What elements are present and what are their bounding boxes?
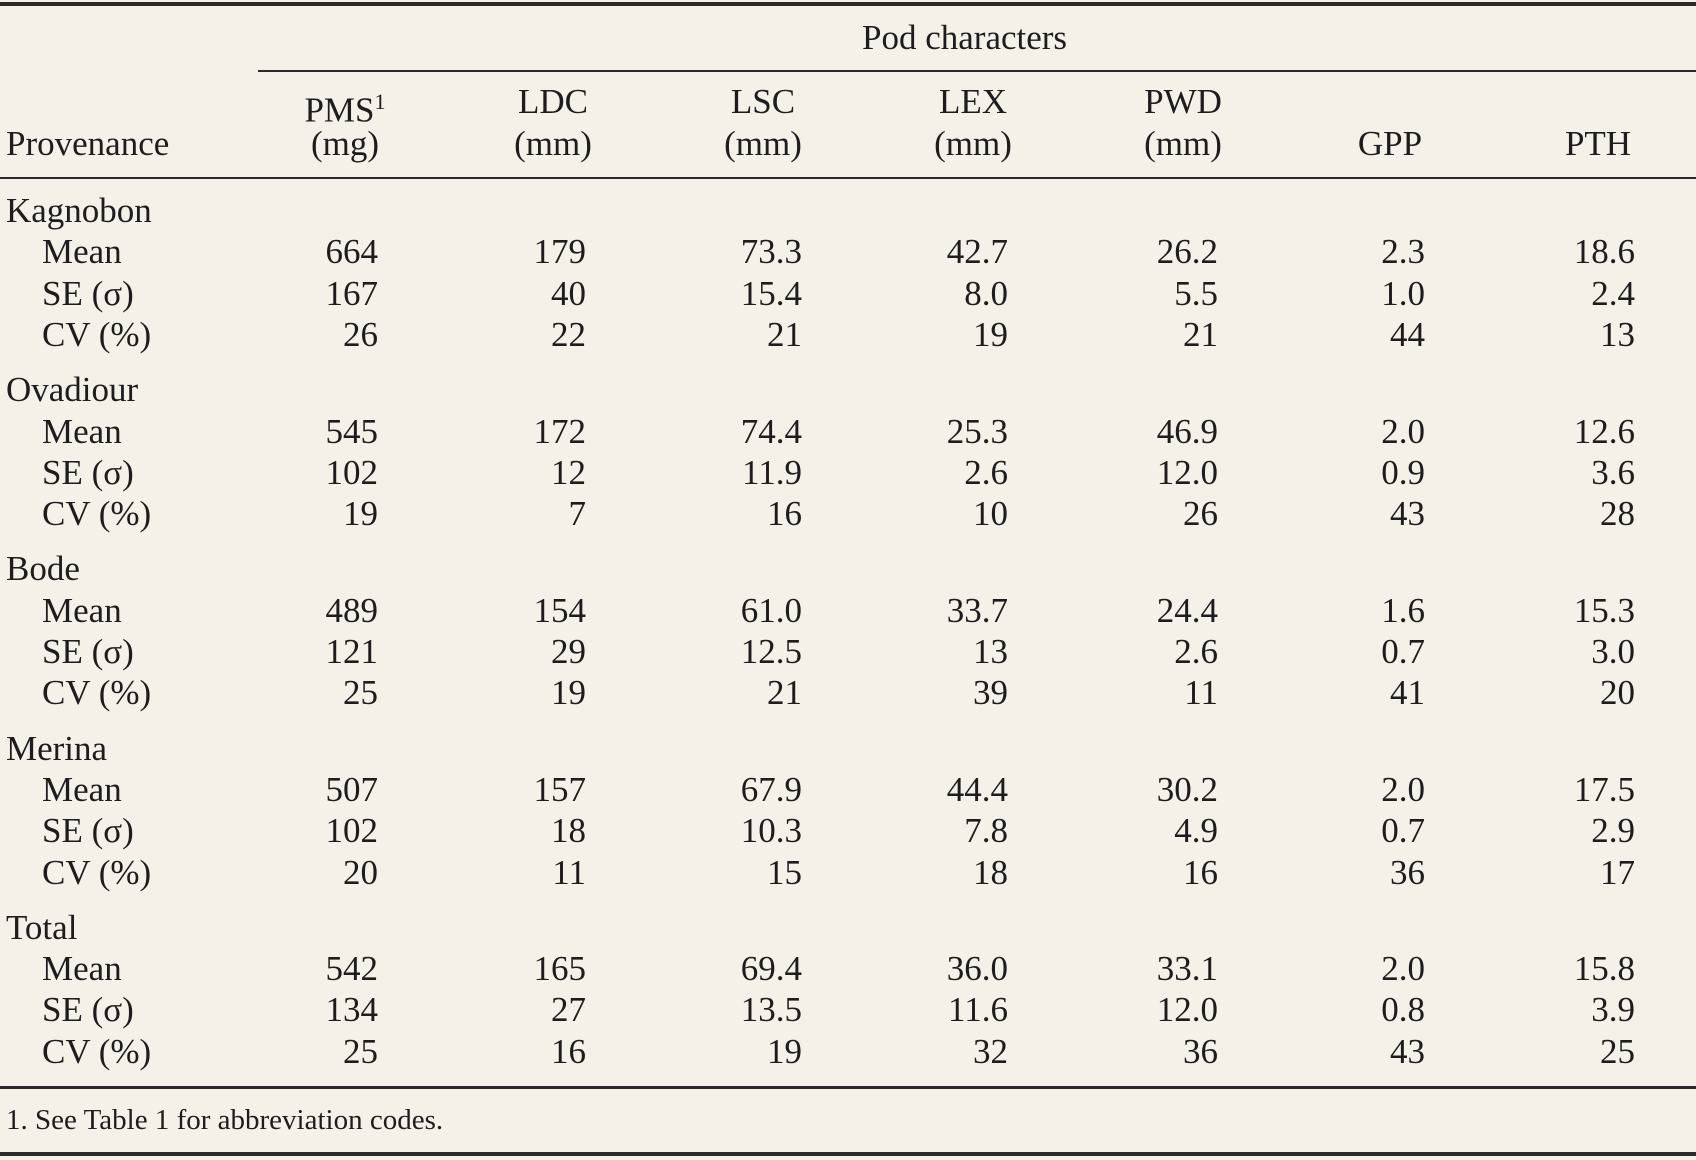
table-cell: 13.5 bbox=[740, 990, 802, 1030]
table-cell: 18 bbox=[973, 852, 1008, 892]
column-unit-lsc: (mm) bbox=[724, 124, 802, 163]
group-label-bode: Bode bbox=[6, 549, 80, 589]
group-label-total: Total bbox=[6, 907, 78, 947]
spanner-rule bbox=[258, 70, 1696, 72]
table-cell: 18.6 bbox=[1573, 232, 1635, 272]
table-cell: 17 bbox=[1600, 852, 1635, 892]
table-cell: 2.4 bbox=[1591, 273, 1635, 313]
table-cell: 102 bbox=[325, 811, 378, 851]
table-cell: 44.4 bbox=[946, 769, 1008, 809]
table-cell: 15.3 bbox=[1573, 590, 1635, 630]
row-label: CV (%) bbox=[42, 673, 152, 713]
row-label: SE (σ) bbox=[42, 452, 134, 492]
table-cell: 18 bbox=[551, 811, 586, 851]
row-label: CV (%) bbox=[42, 1031, 152, 1071]
spanner-heading: Pod characters bbox=[862, 18, 1068, 57]
table-cell: 16 bbox=[551, 1031, 586, 1071]
row-label: CV (%) bbox=[42, 852, 152, 892]
table-cell: 489 bbox=[325, 590, 378, 630]
group-label-merina: Merina bbox=[6, 728, 108, 768]
table-cell: 134 bbox=[325, 990, 378, 1030]
table-cell: 67.9 bbox=[740, 769, 802, 809]
table-cell: 0.8 bbox=[1381, 990, 1425, 1030]
table-cell: 121 bbox=[325, 632, 378, 671]
table-cell: 2.0 bbox=[1381, 949, 1425, 989]
row-label: Mean bbox=[42, 411, 122, 451]
column-header-pth: PTH bbox=[1564, 124, 1632, 163]
table-cell: 19 bbox=[973, 314, 1008, 354]
table-cell: 16 bbox=[1183, 852, 1218, 892]
table-cell: 4.9 bbox=[1174, 811, 1218, 851]
table-cell: 21 bbox=[767, 314, 802, 354]
table-cell: 42.7 bbox=[946, 232, 1008, 272]
table-cell: 28 bbox=[1600, 494, 1635, 534]
table-cell: 12 bbox=[551, 452, 586, 492]
table-cell: 15 bbox=[767, 852, 802, 892]
row-label: SE (σ) bbox=[42, 273, 134, 313]
table-cell: 36.0 bbox=[946, 949, 1008, 989]
table-cell: 25 bbox=[343, 1031, 378, 1071]
row-label: Mean bbox=[42, 769, 122, 809]
table-cell: 3.0 bbox=[1591, 632, 1635, 671]
table-cell: 11 bbox=[1184, 673, 1218, 713]
table-cell: 2.6 bbox=[1174, 632, 1218, 671]
table-cell: 40 bbox=[551, 273, 586, 313]
table-cell: 26 bbox=[343, 314, 378, 354]
column-unit-pwd: (mm) bbox=[1144, 124, 1222, 163]
table-cell: 33.1 bbox=[1156, 949, 1218, 989]
table-cell: 7 bbox=[568, 494, 586, 534]
table-cell: 17.5 bbox=[1573, 769, 1635, 809]
group-label-ovadiour: Ovadiour bbox=[6, 370, 139, 410]
table-cell: 542 bbox=[325, 949, 378, 989]
footer-rule bbox=[0, 1086, 1696, 1089]
column-unit-ldc: (mm) bbox=[514, 124, 592, 163]
table-cell: 507 bbox=[325, 769, 378, 809]
footnote: 1. See Table 1 for abbreviation codes. bbox=[6, 1104, 444, 1136]
table-cell: 545 bbox=[325, 411, 378, 451]
table-cell: 10.3 bbox=[740, 811, 802, 851]
table-cell: 11 bbox=[552, 852, 586, 892]
table-cell: 73.3 bbox=[740, 232, 802, 272]
column-header-ldc: LDC bbox=[518, 82, 588, 121]
table-cell: 25 bbox=[1600, 1031, 1635, 1071]
table-cell: 179 bbox=[533, 232, 586, 272]
table-cell: 1.0 bbox=[1381, 273, 1425, 313]
table-cell: 8.0 bbox=[964, 273, 1008, 313]
table-cell: 15.4 bbox=[740, 273, 802, 313]
table-cell: 41 bbox=[1390, 673, 1425, 713]
column-header-lsc: LSC bbox=[730, 82, 796, 121]
table-cell: 29 bbox=[551, 632, 586, 671]
table-cell: 20 bbox=[343, 852, 378, 892]
row-label: CV (%) bbox=[42, 494, 152, 534]
table-cell: 46.9 bbox=[1156, 411, 1218, 451]
table-cell: 39 bbox=[973, 673, 1008, 713]
table-cell: 25 bbox=[343, 673, 378, 713]
table-cell: 12.6 bbox=[1573, 411, 1635, 451]
table-cell: 30.2 bbox=[1156, 769, 1218, 809]
table-cell: 24.4 bbox=[1156, 590, 1218, 630]
table-cell: 36 bbox=[1183, 1031, 1218, 1071]
column-header-gpp: GPP bbox=[1357, 124, 1423, 163]
stub-header: Provenance bbox=[6, 124, 170, 163]
table-cell: 20 bbox=[1600, 673, 1635, 713]
table-cell: 2.0 bbox=[1381, 411, 1425, 451]
table-cell: 26.2 bbox=[1156, 232, 1218, 272]
table-cell: 13 bbox=[1600, 314, 1635, 354]
table-cell: 43 bbox=[1390, 1031, 1425, 1071]
table-cell: 27 bbox=[551, 990, 586, 1030]
table-cell: 0.7 bbox=[1381, 811, 1425, 851]
row-label: Mean bbox=[42, 590, 122, 630]
row-label: CV (%) bbox=[42, 314, 152, 354]
column-header-pwd: PWD bbox=[1144, 82, 1222, 121]
row-label: Mean bbox=[42, 232, 122, 272]
table-cell: 11.6 bbox=[948, 990, 1008, 1030]
table-cell: 12.0 bbox=[1156, 990, 1218, 1030]
table-cell: 7.8 bbox=[964, 811, 1008, 851]
group-label-kagnobon: Kagnobon bbox=[6, 191, 152, 230]
table-cell: 19 bbox=[551, 673, 586, 713]
table-cell: 3.6 bbox=[1591, 452, 1635, 492]
table-cell: 32 bbox=[973, 1031, 1008, 1071]
row-label: Mean bbox=[42, 949, 122, 989]
table-cell: 165 bbox=[533, 949, 586, 989]
column-unit-pms: (mg) bbox=[310, 124, 380, 163]
table-cell: 12.0 bbox=[1156, 452, 1218, 492]
table-cell: 157 bbox=[533, 769, 586, 809]
table-cell: 0.9 bbox=[1381, 452, 1425, 492]
top-rule bbox=[0, 2, 1696, 6]
table-cell: 26 bbox=[1183, 494, 1218, 534]
table-cell: 3.9 bbox=[1591, 990, 1635, 1030]
table-cell: 2.9 bbox=[1591, 811, 1635, 851]
row-label: SE (σ) bbox=[42, 632, 134, 671]
table-cell: 102 bbox=[325, 452, 378, 492]
row-label: SE (σ) bbox=[42, 811, 134, 851]
table-cell: 61.0 bbox=[740, 590, 802, 630]
table-cell: 33.7 bbox=[946, 590, 1008, 630]
table-cell: 16 bbox=[767, 494, 802, 534]
table-cell: 69.4 bbox=[740, 949, 802, 989]
table-cell: 664 bbox=[325, 232, 378, 272]
column-unit-lex: (mm) bbox=[934, 124, 1012, 163]
table-cell: 2.6 bbox=[964, 452, 1008, 492]
bottom-rule bbox=[0, 1152, 1696, 1156]
header-rule bbox=[0, 177, 1696, 179]
table-cell: 2.0 bbox=[1381, 769, 1425, 809]
table-cell: 36 bbox=[1390, 852, 1425, 892]
table-cell: 172 bbox=[533, 411, 586, 451]
table-cell: 74.4 bbox=[740, 411, 802, 451]
table-cell: 12.5 bbox=[740, 632, 802, 671]
column-header-pms: PMS$^1$ bbox=[304, 89, 386, 130]
table-cell: 19 bbox=[767, 1031, 802, 1071]
table-cell: 11.9 bbox=[742, 452, 802, 492]
table-cell: 15.8 bbox=[1573, 949, 1635, 989]
table-cell: 21 bbox=[767, 673, 802, 713]
table-cell: 10 bbox=[973, 494, 1008, 534]
table-cell: 21 bbox=[1183, 314, 1218, 354]
table-cell: 43 bbox=[1390, 494, 1425, 534]
table-cell: 2.3 bbox=[1381, 232, 1425, 272]
table-cell: 44 bbox=[1390, 314, 1425, 354]
table-cell: 154 bbox=[533, 590, 586, 630]
column-header-lex: LEX bbox=[938, 82, 1008, 121]
row-label: SE (σ) bbox=[42, 990, 134, 1030]
column-header-footnote-mark: 1 bbox=[374, 89, 386, 114]
table-cell: 25.3 bbox=[946, 411, 1008, 451]
table-cell: 13 bbox=[973, 632, 1008, 671]
table-cell: 19 bbox=[343, 494, 378, 534]
table-cell: 1.6 bbox=[1381, 590, 1425, 630]
table-cell: 0.7 bbox=[1381, 632, 1425, 671]
table-cell: 167 bbox=[325, 273, 378, 313]
table-cell: 22 bbox=[551, 314, 586, 354]
table-cell: 5.5 bbox=[1174, 273, 1218, 313]
